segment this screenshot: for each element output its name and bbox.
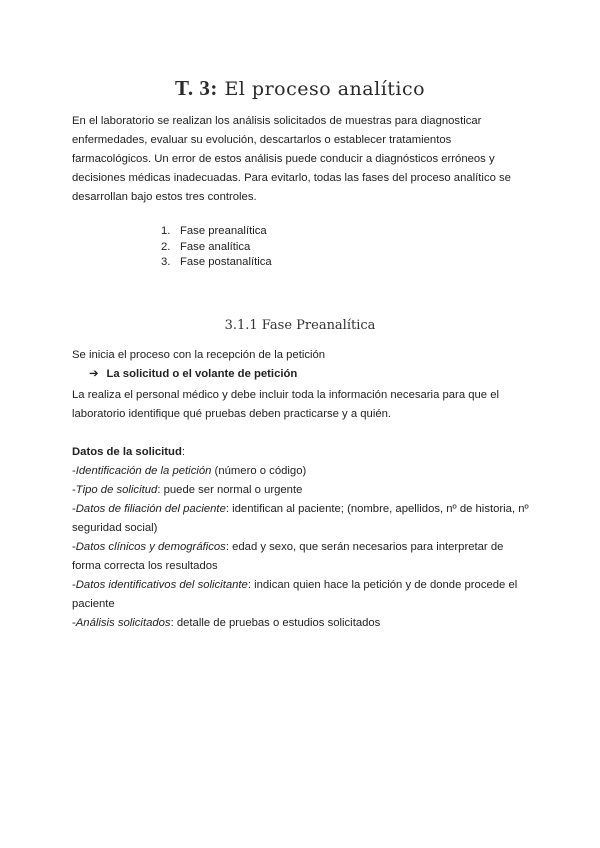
list-item [72, 462, 532, 481]
item-prefix: - [72, 503, 76, 515]
list-item-number: 2. [161, 240, 171, 253]
list-item-number: 1. [161, 225, 171, 237]
item-term: Datos clínicos y demográficos [75, 541, 226, 553]
section-intro [72, 346, 532, 365]
section-intro-text: Se inicia el proceso con la recepción de la petición [72, 349, 326, 361]
datos-heading-suffix: : [181, 446, 185, 458]
item-prefix: - [72, 465, 76, 477]
item-term: Identificación de la petición [75, 465, 212, 477]
list-item [72, 538, 532, 576]
item-prefix: - [72, 617, 76, 629]
arrow-right-icon: ➔ [89, 368, 99, 380]
item-desc: : puede ser normal o urgente [157, 484, 303, 496]
datos-section [72, 443, 532, 633]
item-term: Datos de filiación del paciente [75, 503, 226, 515]
list-item [72, 614, 532, 633]
datos-heading: Datos de la solicitud [72, 446, 182, 458]
list-item-label: Fase preanalítica [180, 225, 267, 237]
list-item [161, 255, 272, 271]
item-prefix: - [72, 541, 76, 553]
title-text: El proceso analítico [224, 78, 426, 100]
phases-list [161, 224, 272, 271]
item-term: Tipo de solicitud [75, 484, 158, 496]
list-item [161, 224, 272, 240]
item-desc: : detalle de pruebas o estudios solicitados [170, 617, 381, 629]
list-item [72, 500, 532, 538]
arrow-item [89, 367, 297, 380]
list-item-label: Fase postanalítica [180, 256, 272, 268]
page-title [0, 76, 600, 101]
item-term: Datos identificativos del solicitante [75, 579, 248, 591]
datos-heading-line [72, 443, 532, 462]
item-desc: : edad y sexo, que serán necesarios para interpretar de forma correcta los resultados [72, 541, 504, 572]
list-item [72, 576, 532, 614]
section-title: 3.1.1 Fase Preanalítica [224, 318, 376, 333]
item-desc: (número o código) [211, 465, 307, 477]
list-item-number: 3. [161, 256, 171, 268]
item-prefix: - [72, 579, 76, 591]
item-desc: : identifican al paciente; (nombre, apellidos, nº de historia, nº seguridad social) [72, 503, 529, 534]
list-item-label: Fase analítica [180, 240, 251, 253]
item-desc: : indican quien hace la petición y de donde procede el paciente [72, 579, 518, 610]
title-number: T. 3: [174, 76, 218, 100]
intro-paragraph: En el laboratorio se realizan los análisis solicitados de muestras para diagnosticar enfermedades, evaluar su evolución, descartarlos o establecer tratamientos farmacológicos. Un error de estos análisis puede conducir a diagnósticos erróneos y decisiones médicas inadecuadas. Para evitarlo, todas las fases del proceso analítico se desarrollan bajo estos tres controles. [72, 115, 511, 203]
section-paragraph-block [72, 386, 532, 424]
intro-section [72, 112, 532, 207]
item-prefix: - [72, 484, 76, 496]
item-term: Análisis solicitados [75, 617, 171, 629]
list-item [161, 240, 272, 256]
list-item [72, 481, 532, 500]
section-paragraph: La realiza el personal médico y debe incluir toda la información necesaria para que el laboratorio identifique qué pruebas deben practicarse y a quién. [72, 389, 500, 420]
arrow-item-label: La solicitud o el volante de petición [106, 368, 298, 380]
